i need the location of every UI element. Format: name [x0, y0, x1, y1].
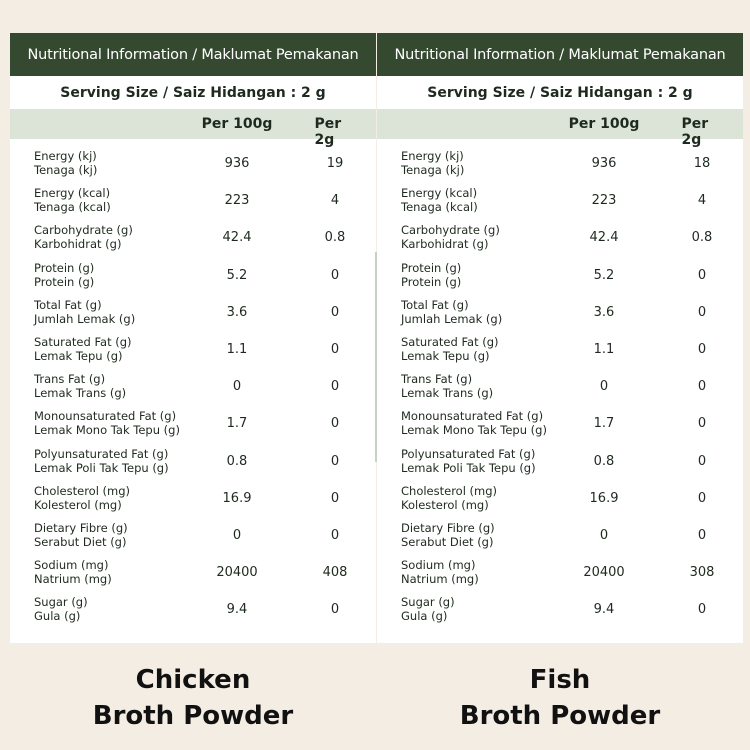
table-row [10, 184, 376, 221]
nutrient-name-en: Energy (kcal) [401, 186, 478, 201]
table-row [10, 556, 376, 593]
nutrient-label [401, 595, 455, 623]
value-per-2g: 0 [330, 453, 340, 469]
nutrient-name-en: Carbohydrate (g) [401, 223, 500, 238]
nutrient-name-en: Dietary Fibre (g) [401, 520, 495, 535]
value-per-2g: 0 [330, 341, 340, 357]
value-per-100g: 0.8 [593, 453, 615, 469]
nutrient-name-en: Dietary Fibre (g) [34, 520, 128, 535]
value-per-100g: 20400 [583, 565, 625, 581]
nutrient-label [34, 558, 112, 586]
table-row [10, 370, 376, 407]
nutrient-label [34, 595, 88, 623]
nutrient-name-ms: Lemak Trans (g) [34, 386, 127, 401]
nutrient-name-ms: Lemak Tepu (g) [401, 348, 490, 363]
column-headers [10, 109, 376, 148]
table-row [10, 333, 376, 370]
value-per-2g: 0.8 [691, 230, 713, 246]
value-per-100g: 42.4 [589, 230, 619, 246]
value-per-100g: 9.4 [593, 602, 615, 618]
table-row [377, 184, 743, 221]
column-per-100g: Per 100g [568, 116, 640, 132]
table-row [10, 445, 376, 482]
nutrient-label [401, 335, 499, 363]
nutrient-label [401, 447, 536, 475]
table-row [377, 259, 743, 296]
nutrient-name-en: Trans Fat (g) [34, 372, 106, 387]
column-per-2g: Per 2g [314, 116, 342, 148]
nutrient-name-en: Sodium (mg) [34, 558, 109, 573]
nutrient-name-ms: Lemak Poli Tak Tepu (g) [34, 460, 169, 475]
nutrient-name-en: Saturated Fat (g) [34, 334, 132, 349]
value-per-2g: 308 [689, 565, 715, 581]
value-per-2g: 0 [697, 602, 707, 618]
nutrient-label [34, 298, 135, 326]
value-per-100g: 1.7 [226, 416, 248, 432]
value-per-100g: 0 [232, 379, 242, 395]
nutrient-label [401, 409, 547, 437]
nutrient-name-en: Energy (kj) [34, 149, 97, 163]
nutrient-name-en: Sugar (g) [34, 595, 88, 610]
nutrient-rows [10, 139, 376, 630]
nutrient-name-en: Polyunsaturated Fat (g) [34, 446, 169, 461]
nutrient-name-ms: Serabut Diet (g) [401, 534, 494, 549]
nutrient-name-en: Carbohydrate (g) [34, 223, 133, 238]
value-per-100g: 3.6 [593, 304, 615, 320]
nutrient-label [401, 186, 478, 214]
value-per-100g: 0 [232, 527, 242, 543]
table-row [377, 333, 743, 370]
nutrient-label [401, 558, 479, 586]
value-per-100g: 936 [591, 156, 617, 171]
table-row [377, 296, 743, 333]
nutrient-name-ms: Lemak Tepu (g) [34, 348, 123, 363]
nutrient-name-ms: Gula (g) [401, 609, 448, 624]
nutrient-name-en: Saturated Fat (g) [401, 334, 499, 349]
nutrient-label [401, 372, 493, 400]
value-per-2g: 18 [693, 156, 711, 171]
panel-header: Nutritional Information / Maklumat Pemakanan [10, 33, 376, 76]
table-row [377, 556, 743, 593]
value-per-100g: 0.8 [226, 453, 248, 469]
panel-header: Nutritional Information / Maklumat Pemakanan [377, 33, 743, 76]
product-name-line1: Chicken [135, 665, 251, 695]
value-per-100g: 223 [224, 193, 250, 209]
value-per-100g: 16.9 [222, 490, 252, 506]
nutrient-name-ms: Lemak Mono Tak Tepu (g) [401, 423, 547, 438]
nutrient-name-ms: Lemak Poli Tak Tepu (g) [401, 460, 536, 475]
product-name-line2: Broth Powder [459, 701, 661, 731]
nutrient-name-ms: Karbohidrat (g) [401, 237, 489, 252]
value-per-2g: 408 [322, 565, 348, 581]
table-row [377, 593, 743, 630]
nutrient-name-en: Total Fat (g) [401, 297, 469, 312]
nutrient-name-en: Polyunsaturated Fat (g) [401, 446, 536, 461]
value-per-2g: 0 [697, 490, 707, 506]
value-per-100g: 0 [599, 527, 609, 543]
nutrient-name-ms: Gula (g) [34, 609, 81, 624]
nutrient-name-ms: Tenaga (kcal) [34, 200, 111, 215]
nutrient-name-ms: Tenaga (kj) [34, 163, 98, 177]
product-title-fish [377, 662, 743, 734]
nutrient-label [401, 521, 495, 549]
nutrient-name-ms: Tenaga (kj) [401, 163, 465, 177]
value-per-100g: 9.4 [226, 602, 248, 618]
value-per-2g: 0 [330, 379, 340, 395]
nutrient-name-ms: Serabut Diet (g) [34, 534, 127, 549]
nutrient-name-en: Energy (kj) [401, 149, 464, 163]
column-per-2g: Per 2g [681, 116, 709, 148]
nutrient-name-ms: Karbohidrat (g) [34, 237, 122, 252]
value-per-100g: 42.4 [222, 230, 252, 246]
value-per-100g: 1.1 [593, 341, 615, 357]
value-per-2g: 0 [697, 379, 707, 395]
nutrient-name-ms: Protein (g) [34, 274, 95, 289]
table-row [10, 147, 376, 184]
value-per-100g: 1.1 [226, 341, 248, 357]
table-row [377, 221, 743, 258]
value-per-100g: 1.7 [593, 416, 615, 432]
nutrient-name-ms: Lemak Trans (g) [401, 386, 494, 401]
nutrient-name-ms: Protein (g) [401, 274, 462, 289]
nutrient-name-ms: Kolesterol (mg) [34, 497, 122, 512]
nutrient-label [34, 484, 130, 512]
nutrient-label [34, 447, 169, 475]
nutrient-name-en: Sodium (mg) [401, 558, 476, 573]
value-per-100g: 0 [599, 379, 609, 395]
nutrition-panel-chicken [10, 33, 376, 643]
nutrient-label [34, 409, 180, 437]
nutrient-name-en: Protein (g) [401, 260, 462, 275]
value-per-2g: 0 [697, 341, 707, 357]
value-per-2g: 0 [330, 490, 340, 506]
table-row [10, 221, 376, 258]
table-row [377, 147, 743, 184]
value-per-2g: 4 [697, 193, 707, 209]
value-per-100g: 5.2 [593, 267, 615, 283]
product-name-line2: Broth Powder [92, 701, 294, 731]
column-per-100g: Per 100g [201, 116, 273, 132]
nutrient-name-ms: Kolesterol (mg) [401, 497, 489, 512]
table-row [377, 482, 743, 519]
value-per-2g: 0 [330, 267, 340, 283]
nutrient-label [34, 521, 128, 549]
table-row [10, 593, 376, 630]
nutrient-label [401, 484, 497, 512]
value-per-100g: 936 [224, 156, 250, 171]
table-row [10, 407, 376, 444]
nutrient-name-en: Total Fat (g) [34, 297, 102, 312]
value-per-2g: 4 [330, 193, 340, 209]
column-headers [377, 109, 743, 148]
nutrient-label [34, 372, 126, 400]
nutrient-label [34, 149, 97, 177]
value-per-2g: 0 [330, 527, 340, 543]
nutrient-name-en: Sugar (g) [401, 595, 455, 610]
nutrient-name-en: Cholesterol (mg) [34, 483, 131, 498]
serving-size: Serving Size / Saiz Hidangan : 2 g [60, 84, 326, 101]
nutrient-label [401, 261, 461, 289]
nutrient-rows [377, 139, 743, 630]
table-row [377, 519, 743, 556]
table-row [377, 370, 743, 407]
value-per-100g: 20400 [216, 565, 258, 581]
nutrient-label [34, 186, 111, 214]
nutrient-label [401, 298, 502, 326]
value-per-100g: 3.6 [226, 304, 248, 320]
nutrient-name-ms: Natrium (mg) [34, 572, 112, 587]
value-per-2g: 0 [697, 527, 707, 543]
table-row [10, 482, 376, 519]
nutrient-label [34, 223, 133, 251]
value-per-2g: 0 [697, 453, 707, 469]
nutrient-name-en: Energy (kcal) [34, 186, 111, 201]
nutrient-name-ms: Lemak Mono Tak Tepu (g) [34, 423, 180, 438]
value-per-2g: 0.8 [324, 230, 346, 246]
nutrient-name-ms: Tenaga (kcal) [401, 200, 478, 215]
nutrient-name-en: Cholesterol (mg) [401, 483, 498, 498]
table-row [10, 296, 376, 333]
nutrient-name-en: Monounsaturated Fat (g) [401, 409, 544, 424]
value-per-2g: 0 [697, 304, 707, 320]
nutrient-name-en: Monounsaturated Fat (g) [34, 409, 177, 424]
value-per-100g: 5.2 [226, 267, 248, 283]
value-per-100g: 223 [591, 193, 617, 209]
table-row [377, 445, 743, 482]
nutrition-panel-fish [377, 33, 743, 643]
nutrient-label [34, 261, 94, 289]
nutrient-name-en: Protein (g) [34, 260, 95, 275]
value-per-2g: 0 [697, 416, 707, 432]
value-per-2g: 0 [697, 267, 707, 283]
table-row [10, 519, 376, 556]
nutrient-name-ms: Jumlah Lemak (g) [34, 311, 136, 326]
value-per-100g: 16.9 [589, 490, 619, 506]
table-row [10, 259, 376, 296]
value-per-2g: 0 [330, 602, 340, 618]
nutrient-name-ms: Jumlah Lemak (g) [401, 311, 503, 326]
serving-size: Serving Size / Saiz Hidangan : 2 g [427, 84, 693, 101]
nutrient-name-ms: Natrium (mg) [401, 572, 479, 587]
nutrient-label [401, 223, 500, 251]
product-name-line1: Fish [529, 665, 591, 695]
value-per-2g: 0 [330, 304, 340, 320]
value-per-2g: 0 [330, 416, 340, 432]
value-per-2g: 19 [326, 156, 344, 171]
nutrient-name-en: Trans Fat (g) [401, 372, 473, 387]
nutrient-label [34, 335, 132, 363]
product-title-chicken [10, 662, 376, 734]
nutrient-label [401, 149, 464, 177]
table-row [377, 407, 743, 444]
